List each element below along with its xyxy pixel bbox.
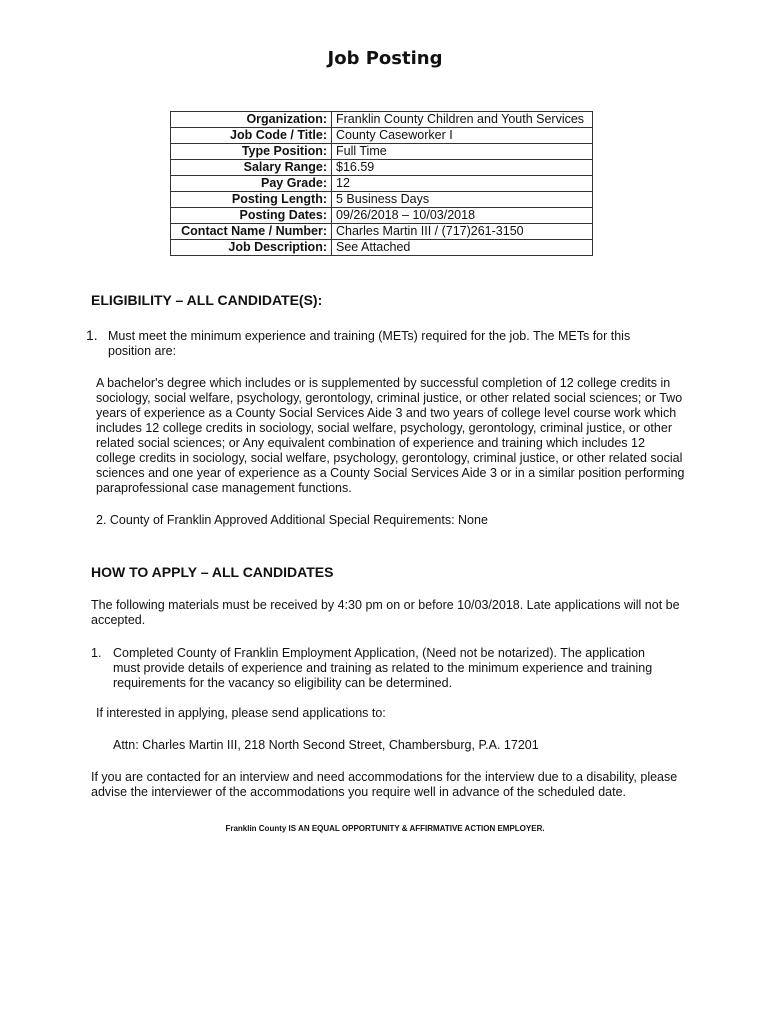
info-row-posting-length <box>171 192 593 208</box>
eligibility-item-1-number: 1. <box>86 327 98 343</box>
info-row-job-code <box>171 128 593 144</box>
info-value: County Caseworker I <box>332 128 593 144</box>
info-row-salary-range <box>171 160 593 176</box>
eeo-footer: Franklin County IS AN EQUAL OPPORTUNITY & AFFIRMATIVE ACTION EMPLOYER. <box>225 824 545 833</box>
info-label: Contact Name / Number: <box>171 224 332 240</box>
info-value: 09/26/2018 – 10/03/2018 <box>332 208 593 224</box>
mets-paragraph: A bachelor's degree which includes or is supplemented by successful completion of 12 college credits in sociology, social welfare, psychology, gerontology, criminal justice, or other related social sciences; or Two years of experience as a County Social Services Aide 3 and two years of college level course work which includes 12 college credits in sociology, social welfare, psychology, gerontology, criminal justice, or other related social sciences; or Any equivalent combination of experience and training which includes 12 college credits in sociology, social welfare, psychology, gerontology, criminal justice, or other related social sciences and one year of experience as a County Social Services Aide 3 or in a similar position performing paraprofessional case management functions. <box>96 376 685 495</box>
info-label: Type Position: <box>171 144 332 160</box>
info-label: Posting Dates: <box>171 208 332 224</box>
eligibility-item-1: Must meet the minimum experience and training (METs) required for the job. The METs for this position are: <box>108 329 631 358</box>
eligibility-item-2: 2. County of Franklin Approved Additional Special Requirements: None <box>96 513 488 527</box>
info-label: Pay Grade: <box>171 176 332 192</box>
eligibility-heading: ELIGIBILITY – ALL CANDIDATE(S): <box>91 292 323 308</box>
job-info-table <box>170 111 593 256</box>
info-label: Posting Length: <box>171 192 332 208</box>
info-row-type-position <box>171 144 593 160</box>
apply-intro: The following materials must be received by 4:30 pm on or before 10/03/2018. Late applications will not be accepted. <box>91 598 680 627</box>
page-title: Job Posting <box>327 48 443 69</box>
info-value: $16.59 <box>332 160 593 176</box>
info-label: Organization: <box>171 112 332 128</box>
accommodation-notice: If you are contacted for an interview and need accommodations for the interview due to a disability, please advise the interviewer of the accommodations you require well in advance of the scheduled date. <box>91 770 678 799</box>
info-label: Job Description: <box>171 240 332 256</box>
mailing-address: Attn: Charles Martin III, 218 North Second Street, Chambersburg, P.A. 17201 <box>113 738 539 752</box>
info-label: Job Code / Title: <box>171 128 332 144</box>
info-row-job-description <box>171 240 593 256</box>
apply-item-1-number: 1. <box>91 646 102 660</box>
info-row-contact <box>171 224 593 240</box>
info-value: Franklin County Children and Youth Services <box>332 112 593 128</box>
info-row-organization <box>171 112 593 128</box>
apply-item-1: Completed County of Franklin Employment Application, (Need not be notarized). The application must provide details of experience and training as related to the minimum experience and training requirements for the vacancy so eligibility can be determined. <box>113 646 653 690</box>
info-row-pay-grade <box>171 176 593 192</box>
info-value: Full Time <box>332 144 593 160</box>
send-instructions: If interested in applying, please send applications to: <box>96 706 386 720</box>
info-value: 12 <box>332 176 593 192</box>
info-value: See Attached <box>332 240 593 256</box>
info-value: 5 Business Days <box>332 192 593 208</box>
info-label: Salary Range: <box>171 160 332 176</box>
info-row-posting-dates <box>171 208 593 224</box>
info-value: Charles Martin III / (717)261-3150 <box>332 224 593 240</box>
apply-heading: HOW TO APPLY – ALL CANDIDATES <box>91 564 334 580</box>
